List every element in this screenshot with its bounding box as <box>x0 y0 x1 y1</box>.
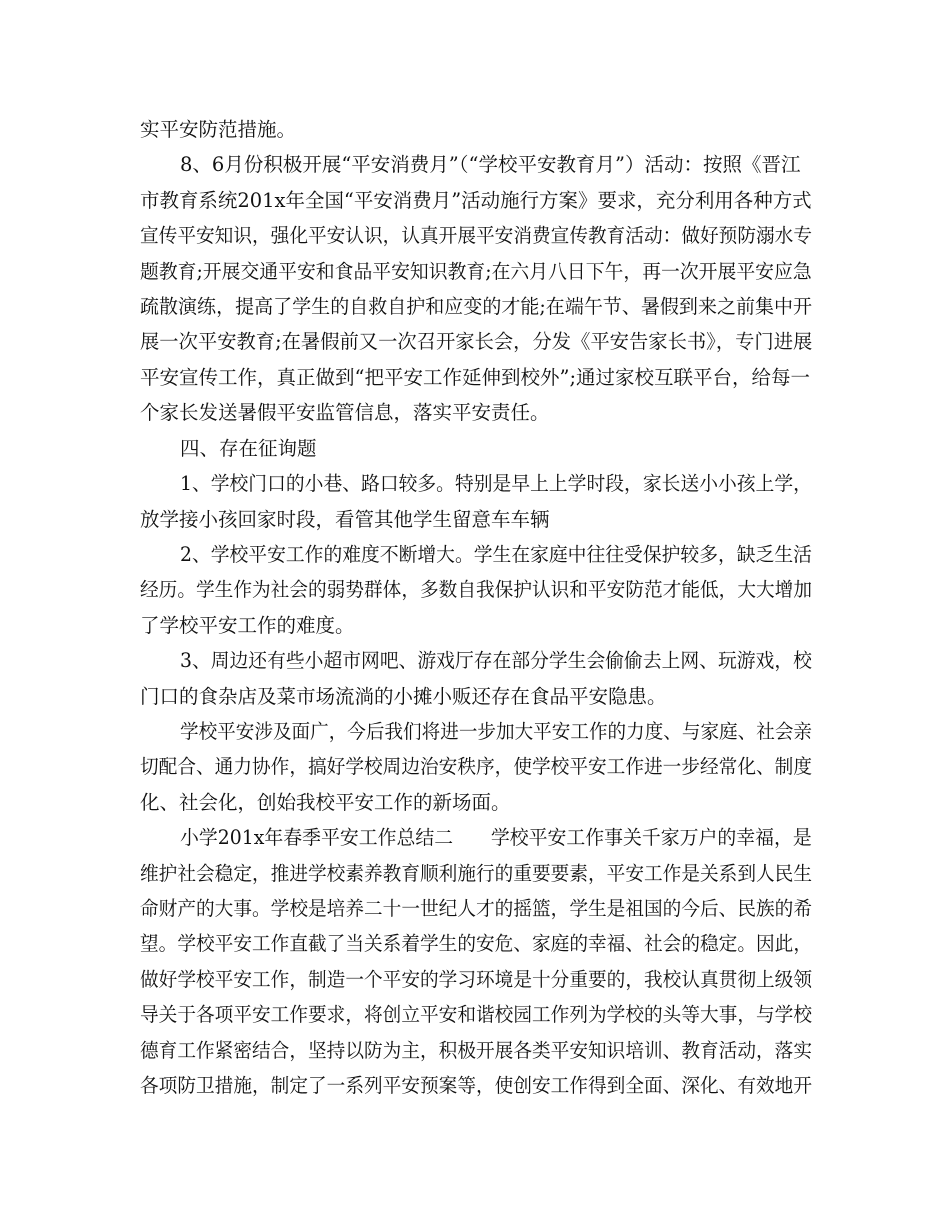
text-line: 学校平安涉及面广，今后我们将进一步加大平安工作的力度、与家庭、社会亲 <box>180 720 813 743</box>
text-line: 个家长发送暑假平安监管信息，落实平安责任。 <box>140 401 550 424</box>
text-line: 门口的食杂店及菜市场流淌的小摊小贩还存在食品平安隐患。 <box>140 685 667 708</box>
text-line: 了学校平安工作的难度。 <box>140 614 355 637</box>
text-line: 展一次平安教育;在暑假前又一次召开家长会，分发《平安告家长书》，专门进展 <box>140 330 813 353</box>
text-line: 2、学校平安工作的难度不断增大。学生在家庭中往往受保护较多，缺乏生活 <box>180 543 812 566</box>
text-line: 3、周边还有些小超市网吧、游戏厅存在部分学生会偷偷去上网、玩游戏，校 <box>180 649 812 672</box>
text-line: 切配合、通力协作，搞好学校周边治安秩序，使学校平安工作进一步经常化、制度 <box>140 755 813 778</box>
text-line: 放学接小孩回家时段，看管其他学生留意车车辆 <box>140 508 550 531</box>
text-line: 化、社会化，创始我校平安工作的新场面。 <box>140 791 511 814</box>
text-line: 望。学校平安工作直截了当关系着学生的安危、家庭的幸福、社会的稳定。因此， <box>140 932 813 955</box>
text-line: 宣传平安知识，强化平安认识，认真开展平安消费宣传教育活动：做好预防溺水专 <box>140 224 813 247</box>
text-line: 实平安防范措施。 <box>140 118 297 141</box>
text-line: 1、学校门口的小巷、路口较多。特别是早上上学时段，家长送小小孩上学， <box>180 472 812 495</box>
text-line: 维护社会稳定，推进学校素养教育顺利施行的重要要素，平安工作是关系到人民生 <box>140 862 813 885</box>
text-line: 各项防卫措施，制定了一系列平安预案等，使创安工作得到全面、深化、有效地开 <box>140 1074 813 1097</box>
text-line: 市教育系统201x年全国“平安消费月”活动施行方案》要求，充分利用各种方式 <box>140 189 812 212</box>
section-heading: 四、存在征询题 <box>180 437 317 460</box>
text-line: 题教育;开展交通平安和食品平安知识教育;在六月八日下午，再一次开展平安应急 <box>140 260 812 283</box>
text-line: 命财产的大事。学校是培养二十一世纪人才的摇篮，学生是祖国的今后、民族的希 <box>140 897 813 920</box>
text-line: 德育工作紧密结合，坚持以防为主，积极开展各类平安知识培训、教育活动，落实 <box>140 1039 813 1062</box>
text-line: 小学201x年春季平安工作总结二 学校平安工作事关千家万户的幸福，是 <box>180 826 812 849</box>
text-line: 疏散演练，提高了学生的自救自护和应变的才能;在端午节、暑假到来之前集中开 <box>140 295 813 318</box>
text-line: 经历。学生作为社会的弱势群体，多数自我保护认识和平安防范才能低，大大增加 <box>140 578 813 601</box>
text-line: 平安宣传工作，真正做到“把平安工作延伸到校外”;通过家校互联平台，给每一 <box>140 366 811 389</box>
text-line: 导关于各项平安工作要求，将创立平安和谐校园工作列为学校的头等大事，与学校 <box>140 1003 813 1026</box>
text-line: 8、6月份积极开展“平安消费月”（“学校平安教育月”）活动：按照《晋江 <box>180 153 801 176</box>
text-line: 做好学校平安工作，制造一个平安的学习环境是十分重要的，我校认真贯彻上级领 <box>140 968 813 991</box>
